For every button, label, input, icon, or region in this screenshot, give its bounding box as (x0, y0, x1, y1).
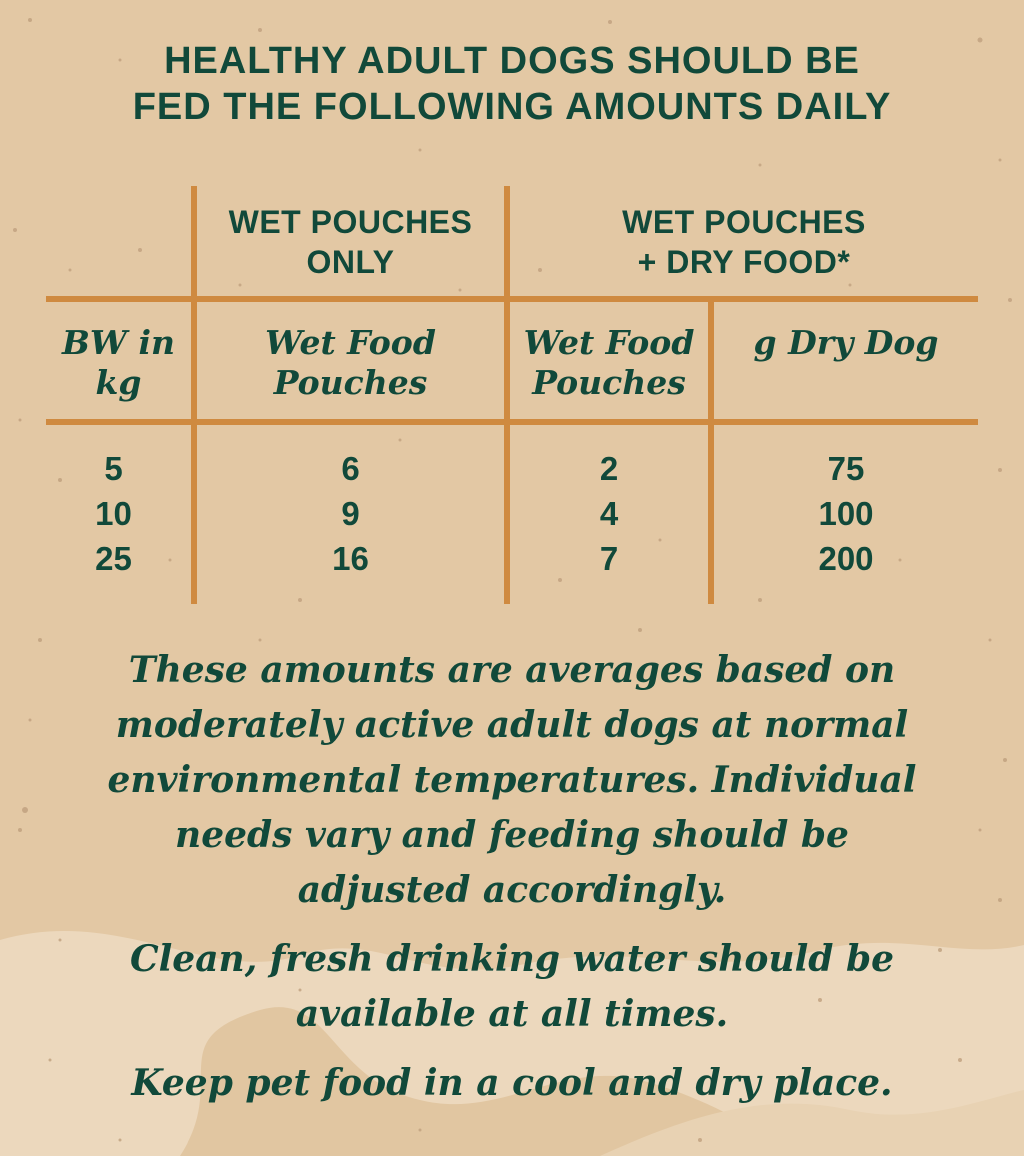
table-divider-top (46, 296, 978, 302)
note-line: moderately active adult dogs at normal (115, 704, 909, 746)
title-line-2: FED THE FOLLOWING AMOUNTS DAILY (132, 86, 892, 128)
group-header-line: WET POUCHES (622, 204, 866, 240)
column-header-wet-combo (510, 323, 708, 403)
table-cell: 100 (818, 495, 874, 532)
water-note (0, 932, 1024, 1042)
column-header-bw (46, 323, 191, 403)
column-wet-combo-values (510, 446, 708, 581)
table-cell: 10 (95, 495, 132, 532)
table-cell: 7 (599, 540, 619, 577)
group-header-wet-only (197, 202, 504, 282)
page-title (0, 38, 1024, 130)
column-bw-values (46, 446, 181, 581)
column-header-line: Wet Food (265, 323, 436, 362)
table-cell: 4 (599, 495, 619, 532)
column-dry-values (714, 446, 978, 581)
group-header-line: ONLY (306, 244, 395, 280)
group-header-line: + DRY FOOD* (637, 244, 851, 280)
note-line: environmental temperatures. Individual (107, 759, 917, 801)
column-wet-only-values (197, 446, 504, 581)
column-header-dry (714, 323, 978, 363)
group-header-wet-dry (510, 202, 978, 282)
column-header-wet-only (197, 323, 504, 403)
column-header-line: Pouches (273, 363, 428, 402)
note-line: Clean, fresh drinking water should be (129, 938, 895, 980)
group-header-line: WET POUCHES (228, 204, 473, 240)
feeding-table (46, 186, 978, 604)
table-cell: 25 (95, 540, 132, 577)
note-line: available at all times. (295, 993, 729, 1035)
note-line: needs vary and feeding should be (175, 814, 849, 856)
title-line-1: HEALTHY ADULT DOGS SHOULD BE (164, 40, 860, 82)
column-header-line: Wet Food (523, 323, 695, 362)
table-divider-middle (46, 419, 978, 425)
table-cell: 2 (599, 450, 619, 487)
table-cell: 5 (104, 450, 123, 487)
note-line: Keep pet food in a cool and dry place. (131, 1062, 893, 1104)
table-cell: 9 (341, 495, 360, 532)
table-cell: 75 (827, 450, 865, 487)
column-header-line: g Dry Dog (753, 323, 939, 362)
table-cell: 6 (341, 450, 360, 487)
column-header-line: Pouches (532, 363, 686, 402)
note-line: These amounts are averages based on (128, 649, 896, 691)
storage-note (0, 1056, 1024, 1111)
feeding-note (0, 643, 1024, 918)
note-line: adjusted accordingly. (297, 869, 727, 911)
table-cell: 16 (332, 540, 369, 577)
column-header-line: BW in (62, 323, 175, 362)
table-cell: 200 (818, 540, 874, 577)
column-header-line: kg (95, 363, 142, 402)
